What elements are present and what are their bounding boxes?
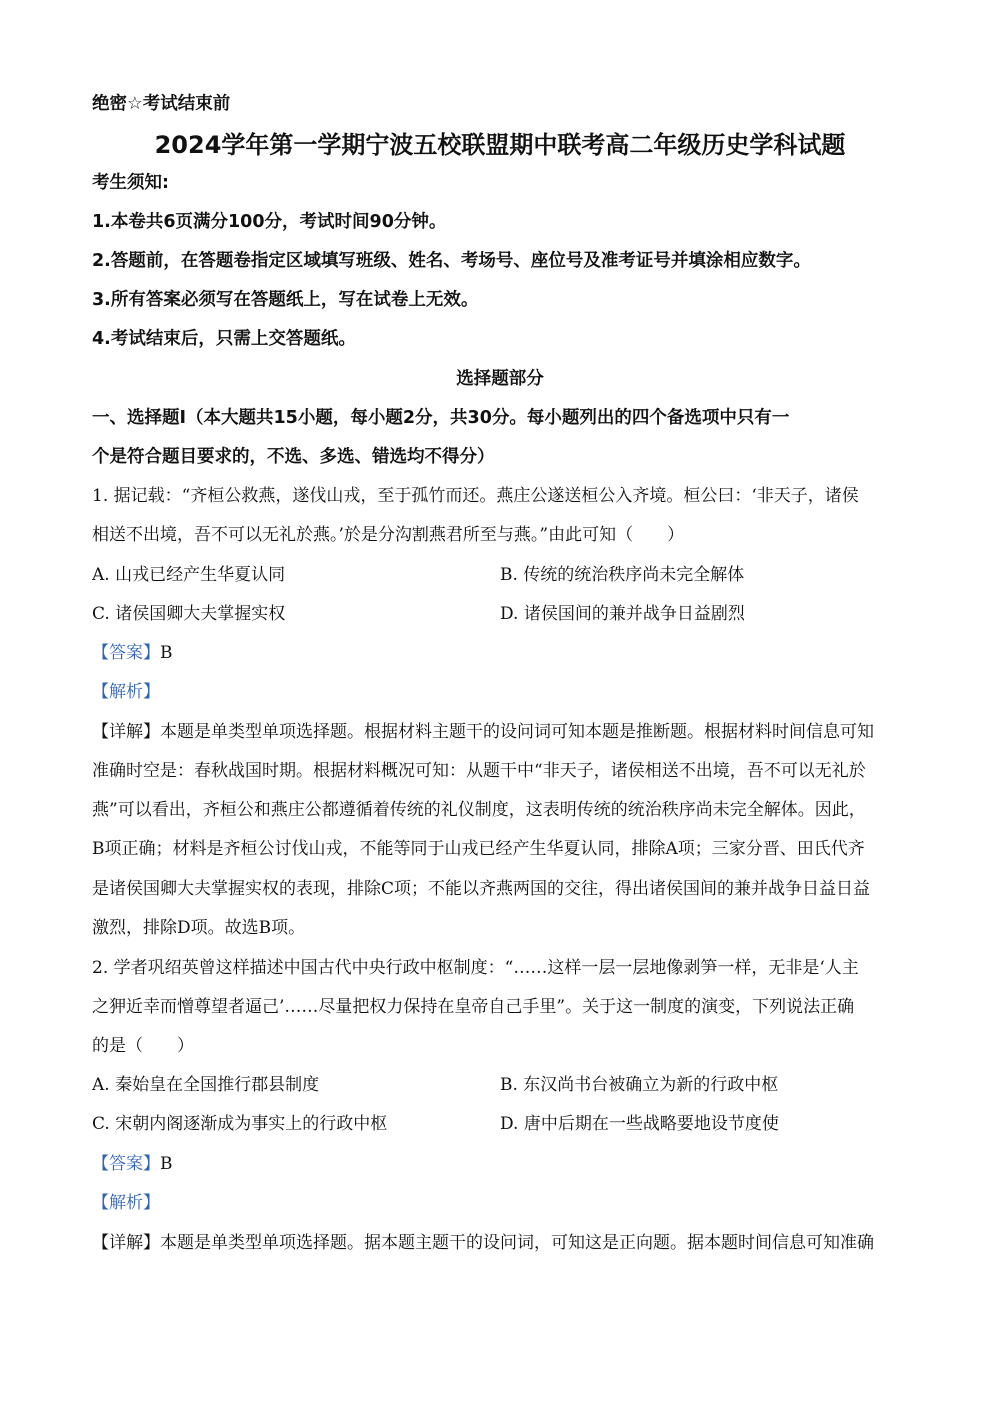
q2-analysis [92,1184,912,1223]
answer-label: 【答案】 [92,643,160,663]
notice-item-2: 2.答题前，在答题卷指定区域填写班级、姓名、考场号、座位号及准考证号并填涂相应数字。 [92,251,811,271]
section-title: 选择题部分 [456,369,544,389]
q1-detail-line-4: B项正确；材料是齐桓公讨伐山戎，不能等同于山戎已经产生华夏认同，排除A项；三家分晋、田氏代齐 [92,839,865,859]
q2-answer-value: B [160,1154,173,1174]
notice-item-4: 4.考试结束后，只需上交答题纸。 [92,329,356,349]
detail-label: 【详解】 [92,722,160,742]
q2-detail-text-1: 本题是单类型单项选择题。据本题主题干的设问词，可知这是正向题。据本题时间信息可知准确 [160,1233,874,1253]
detail-label: 【详解】 [92,1233,160,1253]
q1-detail-text-1: 本题是单类型单项选择题。根据材料主题干的设问词可知本题是推断题。根据材料时间信息可知 [160,722,874,742]
q1-option-d: D. 诸侯国间的兼并战争日益剧烈 [500,604,745,624]
q2-answer [92,1145,912,1184]
q2-option-c: C. 宋朝内阁逐渐成为事实上的行政中枢 [92,1114,388,1134]
q1-detail-line-1 [92,713,912,752]
notice-item-3: 3.所有答案必须写在答题纸上，写在试卷上无效。 [92,290,479,310]
q1-detail-line-5: 是诸侯国卿大夫掌握实权的表现，排除C项；不能以齐燕两国的交往，得出诸侯国间的兼并战争日益日益 [92,879,871,899]
q1-detail-line-2: 准确时空是：春秋战国时期。根据材料概况可知：从题干中“非天子，诸侯相送不出境，吾不可以无礼於 [92,761,866,781]
q2-stem-line-3: 的是（ ） [92,1036,194,1056]
q2-option-d: D. 唐中后期在一些战略要地设节度使 [500,1114,779,1134]
q1-stem-line-2: 相送不出境，吾不可以无礼於燕。’於是分沟割燕君所至与燕。”由此可知（ ） [92,525,685,545]
q2-stem-line-2: 之狎近幸而憎尊望者逼己’……尽量把权力保持在皇帝自己手里”。关于这一制度的演变，下列说法正确 [92,997,855,1017]
q1-detail-line-6: 激烈，排除D项。故选B项。 [92,918,306,938]
q1-analysis [92,673,912,712]
notice-item-1: 1.本卷共6页满分100分，考试时间90分钟。 [92,212,447,232]
page-title: 2024学年第一学期宁波五校联盟期中联考高二年级历史学科试题 [154,131,846,159]
q1-detail-line-3: 燕”可以看出，齐桓公和燕庄公都遵循着传统的礼仪制度，这表明传统的统治秩序尚未完全解体。因此， [92,800,866,820]
q2-option-a: A. 秦始皇在全国推行郡县制度 [92,1075,320,1095]
section-instruction-2: 个是符合题目要求的，不选、多选、错选均不得分） [92,447,495,467]
q1-option-a: A. 山戎已经产生华夏认同 [92,565,286,585]
section-instruction-1: 一、选择题Ⅰ（本大题共15小题，每小题2分，共30分。每小题列出的四个备选项中只有一 [92,408,790,428]
q1-option-b: B. 传统的统治秩序尚未完全解体 [500,565,745,585]
q1-stem-line-1: 1. 据记载：“齐桓公救燕，遂伐山戎，至于孤竹而还。燕庄公遂送桓公入齐境。桓公曰：‘非天子，诸侯 [92,486,859,506]
analysis-label: 【解析】 [92,682,160,702]
notice-heading: 考生须知: [92,173,169,193]
confidential-label: 绝密☆考试结束前 [92,94,231,114]
answer-label: 【答案】 [92,1154,160,1174]
q1-answer-value: B [160,643,173,663]
q1-option-c: C. 诸侯国卿大夫掌握实权 [92,604,286,624]
q1-answer [92,634,912,673]
q2-option-b: B. 东汉尚书台被确立为新的行政中枢 [500,1075,779,1095]
q2-stem-line-1: 2. 学者巩绍英曾这样描述中国古代中央行政中枢制度：“……这样一层一层地像剥笋一样，无非是‘人主 [92,958,859,978]
q2-detail-line-1 [92,1224,912,1263]
analysis-label: 【解析】 [92,1193,160,1213]
